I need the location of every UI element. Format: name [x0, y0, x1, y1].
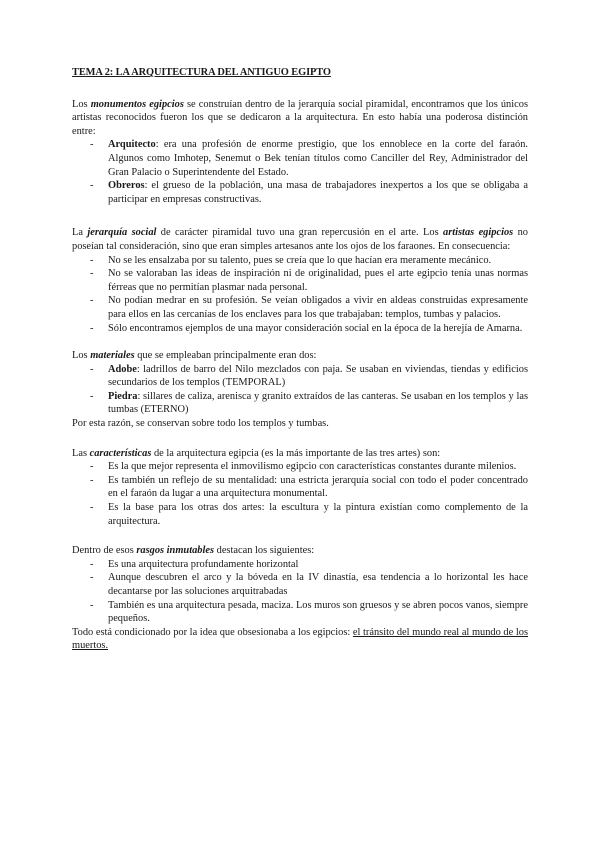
- final-conclusion: Todo está condicionado por la idea que obsesionaba a los egipcios: el tránsito del mundo real al mundo de los muertos.: [72, 626, 528, 652]
- page-title: TEMA 2: LA ARQUITECTURA DEL ANTIGUO EGIPTO: [72, 67, 331, 78]
- social-hierarchy-paragraph: La jerarquía social de carácter piramidal tuvo una gran repercusión en el arte. Los artistas egipcios no poseían tal consideración, sino que eran simples artesanos ante los ojos de los faraones. En consecuencia:: [72, 227, 528, 252]
- list-item: - Sólo encontramos ejemplos de una mayor consideración social en la época de la herejía de Amarna.: [72, 322, 528, 336]
- list-item: - Es también un reflejo de su mentalidad: una estricta jerarquía social con todo el poder concentrado en el faraón da lugar a una arquitectura monumental.: [72, 474, 528, 501]
- underlined-conclusion: el tránsito del mundo real al mundo de los muertos.: [72, 626, 528, 652]
- list-item: - Obreros: el grueso de la población, una masa de trabajadores inexpertos a los que se obligaba a participar en empresas constructivas.: [72, 179, 528, 206]
- list-item: - No se les ensalzaba por su talento, pues se creía que lo que hacían era meramente mecánico.: [72, 254, 528, 268]
- list-item: - No se valoraban las ideas de inspiración ni de originalidad, pues el arte egipcio tenía unas normas férreas que no permitían plasmar nada personal.: [72, 267, 528, 294]
- immutable-traits-paragraph: Dentro de esos rasgos inmutables destacan los siguientes:: [72, 545, 315, 557]
- highlight-term: monumentos egipcios: [90, 98, 184, 110]
- document-page: [72, 66, 528, 653]
- characteristics-list: [72, 460, 528, 528]
- roles-list: [72, 138, 528, 206]
- list-item: - Aunque descubren el arco y la bóveda en la IV dinastía, esa tendencia a lo horizontal les hace decantarse por las soluciones arquitrabadas: [72, 571, 528, 598]
- materials-list: [72, 363, 528, 417]
- materials-conclusion: Por esta razón, se conservan sobre todo los templos y tumbas.: [72, 418, 329, 430]
- list-item: - Es la que mejor representa el inmovilismo egipcio con características constantes durante milenios.: [72, 460, 528, 474]
- intro-paragraph: Los monumentos egipcios se construían dentro de la jerarquía social piramidal, encontramos que los únicos artistas reconocidos fueron los que se dedicaron a la arquitectura. En esto había una poderosa distinción entre:: [72, 98, 528, 137]
- list-item: - Adobe: ladrillos de barro del Nilo mezclados con paja. Se usaban en viviendas, tiendas y edificios secundarios de los templos (TEMPORAL): [72, 363, 528, 390]
- characteristics-paragraph: Las características de la arquitectura egipcia (es la más importante de las tres artes) son:: [72, 447, 441, 459]
- consequences-list: [72, 254, 528, 336]
- list-item: - También es una arquitectura pesada, maciza. Los muros son gruesos y se abren pocos vanos, siempre pequeños.: [72, 599, 528, 626]
- list-item: - Es una arquitectura profundamente horizontal: [72, 558, 528, 572]
- list-item: - No podían medrar en su profesión. Se veían obligados a vivir en aldeas construidas expresamente para ellos en las cercanías de los enclaves para los que trabajaban: templos, tumbas y palacios.: [72, 294, 528, 321]
- traits-list: [72, 558, 528, 626]
- list-item: - Es la base para los otras dos artes: la escultura y la pintura existían como complemento de la arquitectura.: [72, 501, 528, 528]
- list-item: - Piedra: sillares de caliza, arenisca y granito extraídos de las canteras. Se usaban en los templos y las tumbas (ETERNO): [72, 390, 528, 417]
- list-item: - Arquitecto: era una profesión de enorme prestigio, que los ennoblece en la corte del faraón. Algunos como Imhotep, Senemut o Bek tenían títulos como Canciller del Rey, Administrador del Gran Palacio o Superintendente del Estado.: [72, 138, 528, 179]
- materials-paragraph: Los materiales que se empleaban principalmente eran dos:: [72, 350, 317, 362]
